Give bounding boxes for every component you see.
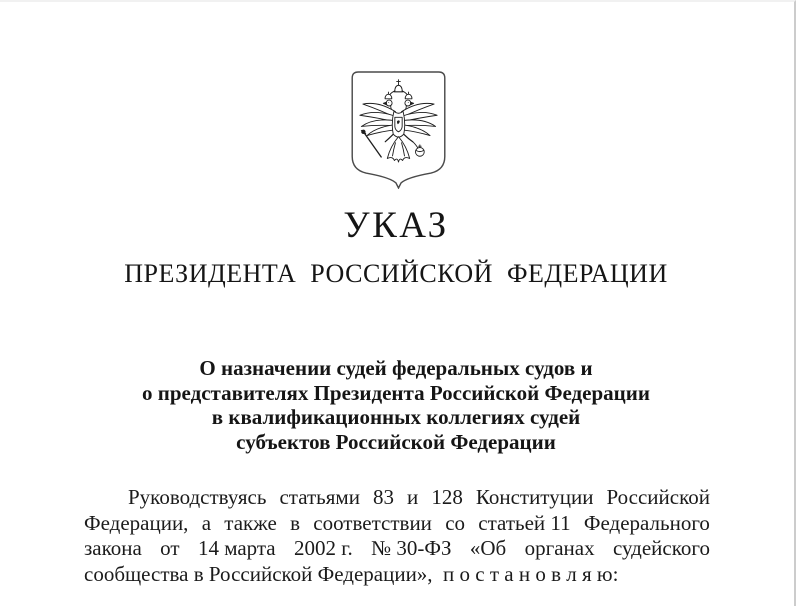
word: закона [84,536,142,561]
subject-line: в квалификационных коллегиях судей [211,405,581,429]
word: а [201,510,212,535]
body-line [84,511,710,537]
subject-line: о представителях Президента Российской Федерации [142,380,650,405]
word: 14 марта [197,536,276,561]
subject-line: субъектов Российской Федерации [236,429,556,454]
word: от [160,536,180,561]
word: Конституции [475,485,594,509]
word: 2002 г. [294,536,353,561]
word: соответствии [313,510,432,535]
subject-line: О назначении судей федеральных судов и [199,356,593,380]
word: статьями [279,485,360,509]
document-issuer: ПРЕЗИДЕНТА РОССИЙСКОЙ ФЕДЕРАЦИИ [124,259,668,288]
word: Руководствуясь [128,485,267,509]
word: «Об [469,536,507,561]
decree-body-paragraph [84,485,710,588]
word: Российской [606,485,710,509]
word: судейского [612,536,710,561]
russian-coat-of-arms-icon [347,71,450,189]
word: в [290,510,300,535]
word: 128 [431,485,463,509]
word: органах [524,536,595,561]
body-line [84,485,710,511]
body-line-resolution: сообщества в Российской Федерации», п о с т а н о в л я ю: [84,562,619,587]
word: Федерального [583,510,710,535]
word: Федерации, [84,510,189,535]
word: и [407,485,419,509]
document-title: УКАЗ [343,205,449,246]
word: также [224,510,277,535]
word: № 30-ФЗ [371,536,452,561]
word: 83 [372,485,394,509]
word: статьей 11 [478,510,571,535]
body-line [84,536,710,562]
decree-subject-heading [0,356,792,454]
word: со [445,510,466,535]
coat-of-arms-frame [347,71,450,189]
